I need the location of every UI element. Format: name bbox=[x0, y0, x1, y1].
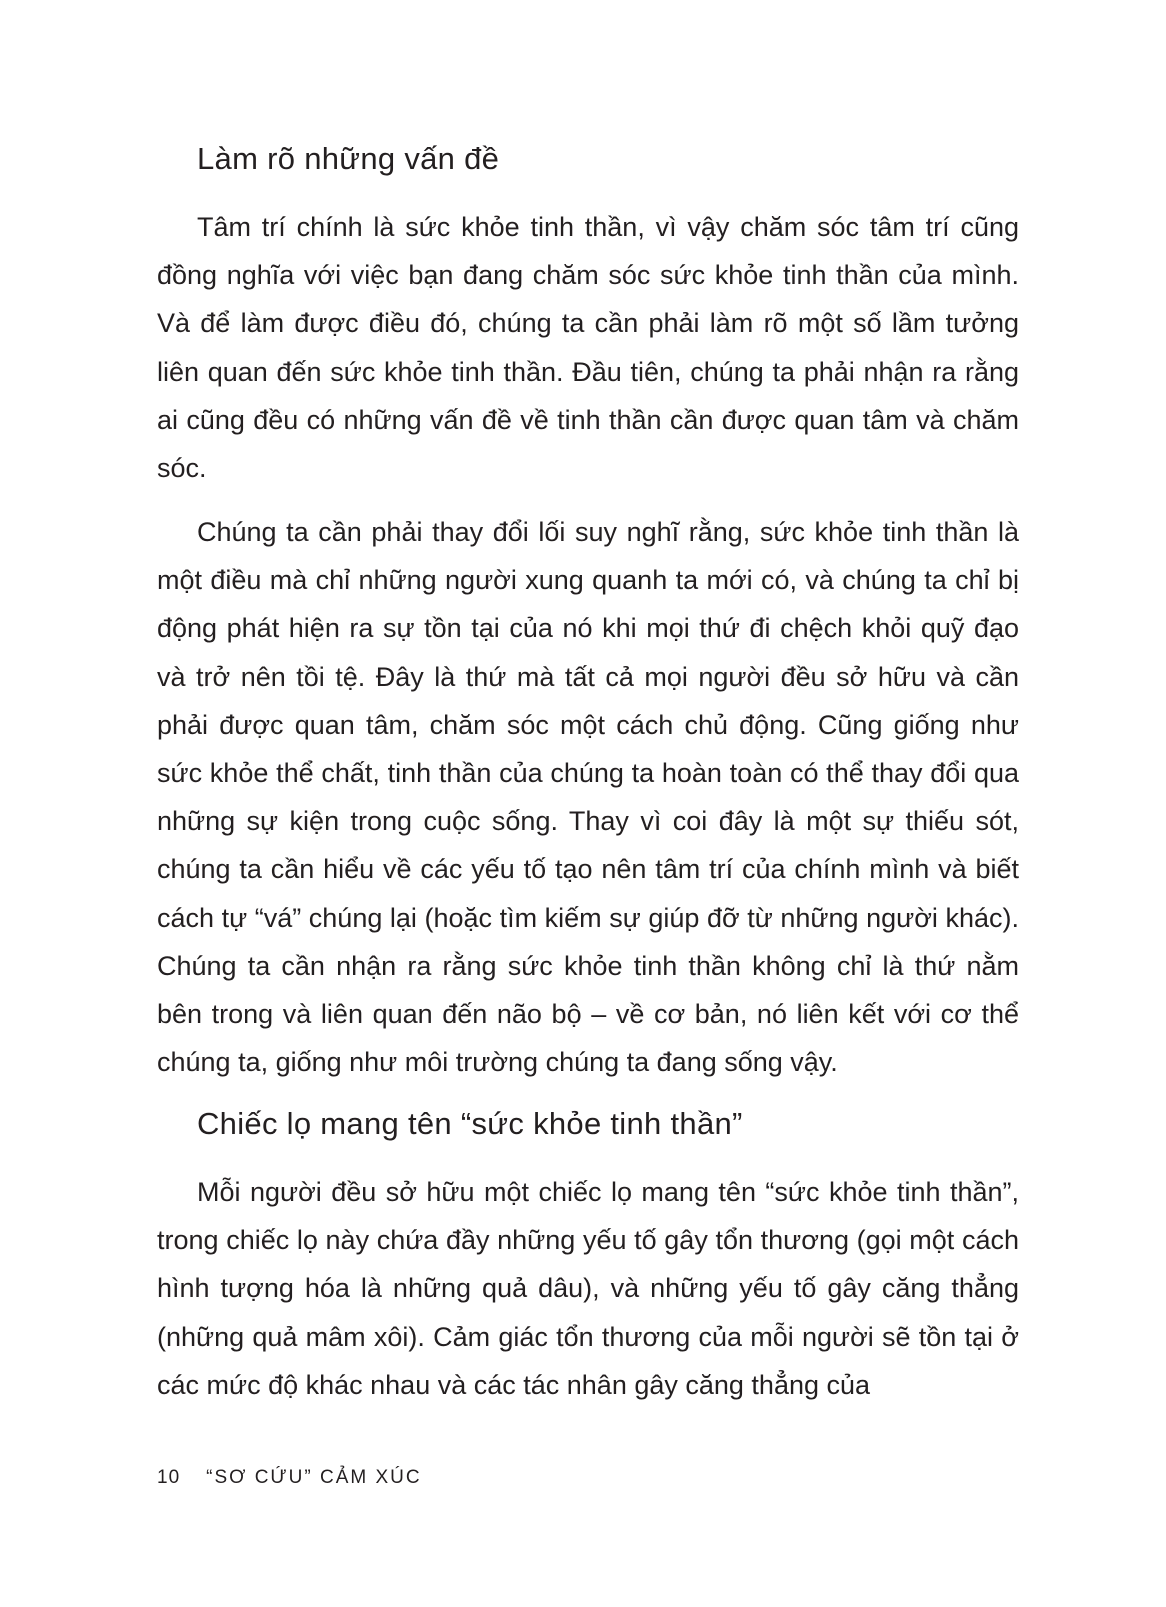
page-footer bbox=[157, 1467, 422, 1489]
section-heading-chiec-lo: Chiếc lọ mang tên “sức khỏe tinh thần” bbox=[197, 1106, 743, 1141]
page-number: 10 bbox=[157, 1467, 181, 1488]
paragraph: Tâm trí chính là sức khỏe tinh thần, vì vậy chăm sóc tâm trí cũng đồng nghĩa với việc bạn đang chăm sóc sức khỏe tinh thần của mình. Và để làm được điều đó, chúng ta cần phải làm rõ một số lầm tưởng liên quan đến sức khỏe tinh thần. Đầu tiên, chúng ta phải nhận ra rằng ai cũng đều có những vấn đề về tinh thần cần được quan tâm và chăm sóc. bbox=[157, 212, 1019, 484]
paragraph: Mỗi người đều sở hữu một chiếc lọ mang tên “sức khỏe tinh thần”, trong chiếc lọ này chứa đầy những yếu tố gây tổn thương (gọi một cách hình tượng hóa là những quả dâu), và những yếu tố gây căng thẳng (những quả mâm xôi). Cảm giác tổn thương của mỗi người sẽ tồn tại ở các mức độ khác nhau và các tác nhân gây căng thẳng của bbox=[157, 1177, 1019, 1400]
section-heading-lam-ro: Làm rõ những vấn đề bbox=[197, 141, 500, 176]
paragraph: Chúng ta cần phải thay đổi lối suy nghĩ rằng, sức khỏe tinh thần là một điều mà chỉ những người xung quanh ta mới có, và chúng ta chỉ bị động phát hiện ra sự tồn tại của nó khi mọi thứ đi chệch khỏi quỹ đạo và trở nên tồi tệ. Đây là thứ mà tất cả mọi người đều sở hữu và cần phải được quan tâm, chăm sóc một cách chủ động. Cũng giống như sức khỏe thể chất, tinh thần của chúng ta hoàn toàn có thể thay đổi qua những sự kiện trong cuộc sống. Thay vì coi đây là một sự thiếu sót, chúng ta cần hiểu về các yếu tố tạo nên tâm trí của chính mình và biết cách tự “vá” chúng lại (hoặc tìm kiếm sự giúp đỡ từ những người khác). Chúng ta cần nhận ra rằng sức khỏe tinh thần không chỉ là thứ nằm bên trong và liên quan đến não bộ – về cơ bản, nó liên kết với cơ thể chúng ta, giống như môi trường chúng ta đang sống vậy. bbox=[157, 517, 1019, 1078]
running-title: “SƠ CỨU” CẢM XÚC bbox=[206, 1467, 422, 1488]
